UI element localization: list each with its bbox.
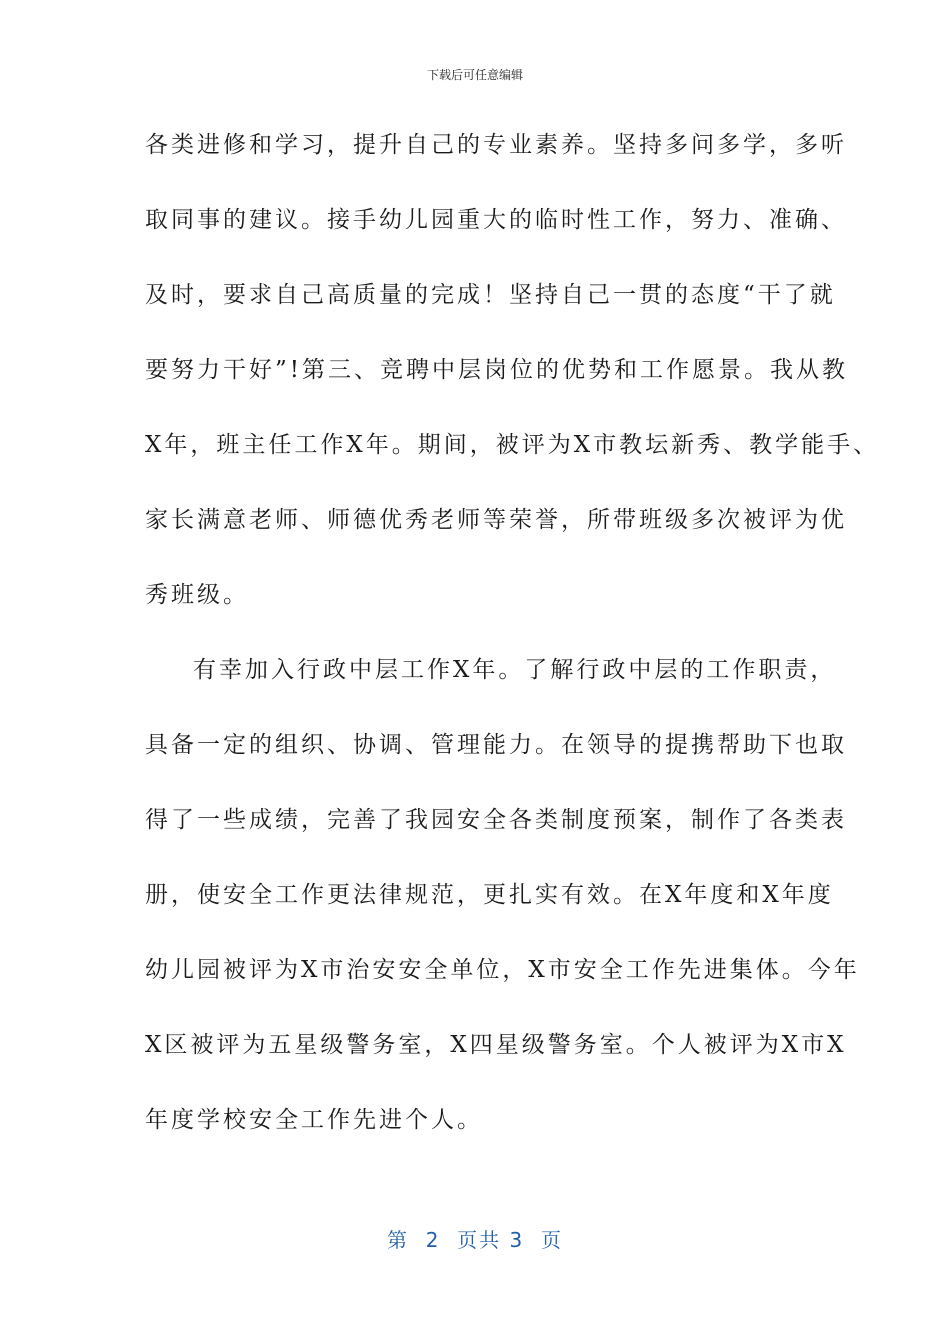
- text-line: 册，使安全工作更法律规范，更扎实有效。在X年度和X年度: [145, 882, 834, 908]
- text-line: 幼儿园被评为X市治安安全单位，X市安全工作先进集体。今年: [145, 957, 860, 983]
- footer-prefix: 第: [387, 1228, 409, 1252]
- text-line: 具备一定的组织、协调、管理能力。在领导的提携帮助下也取: [145, 732, 847, 758]
- text-line: 要努力干好”!第三、竞聘中层岗位的优势和工作愿景。我从教: [145, 357, 849, 383]
- text-line: 秀班级。: [145, 582, 249, 608]
- text-line: 家长满意老师、师德优秀老师等荣誉，所带班级多次被评为优: [145, 507, 847, 533]
- footer-middle: 页共: [457, 1228, 502, 1252]
- text-line: 取同事的建议。接手幼儿园重大的临时性工作，努力、准确、: [145, 207, 847, 233]
- text-line: 各类进修和学习，提升自己的专业素养。坚持多问多学，多听: [145, 132, 847, 158]
- text-line: X年，班主任工作X年。期间，被评为X市教坛新秀、教学能手、: [145, 432, 880, 458]
- footer-suffix: 页: [540, 1228, 563, 1252]
- page-footer: [0, 1224, 950, 1253]
- text-line: 年度学校安全工作先进个人。: [145, 1107, 483, 1133]
- footer-total-pages: 3: [509, 1228, 525, 1252]
- text-line: X区被评为五星级警务室，X四星级警务室。个人被评为X市X: [145, 1032, 847, 1058]
- text-line: 及时，要求自己高质量的完成！坚持自己一贯的态度“干了就: [145, 282, 836, 308]
- text-line: 有幸加入行政中层工作X年。了解行政中层的工作职责，: [193, 657, 837, 683]
- text-line: 得了一些成绩，完善了我园安全各类制度预案，制作了各类表: [145, 807, 847, 833]
- page-header: 下载后可任意编辑: [426, 68, 523, 82]
- footer-page-number: 2: [425, 1228, 441, 1252]
